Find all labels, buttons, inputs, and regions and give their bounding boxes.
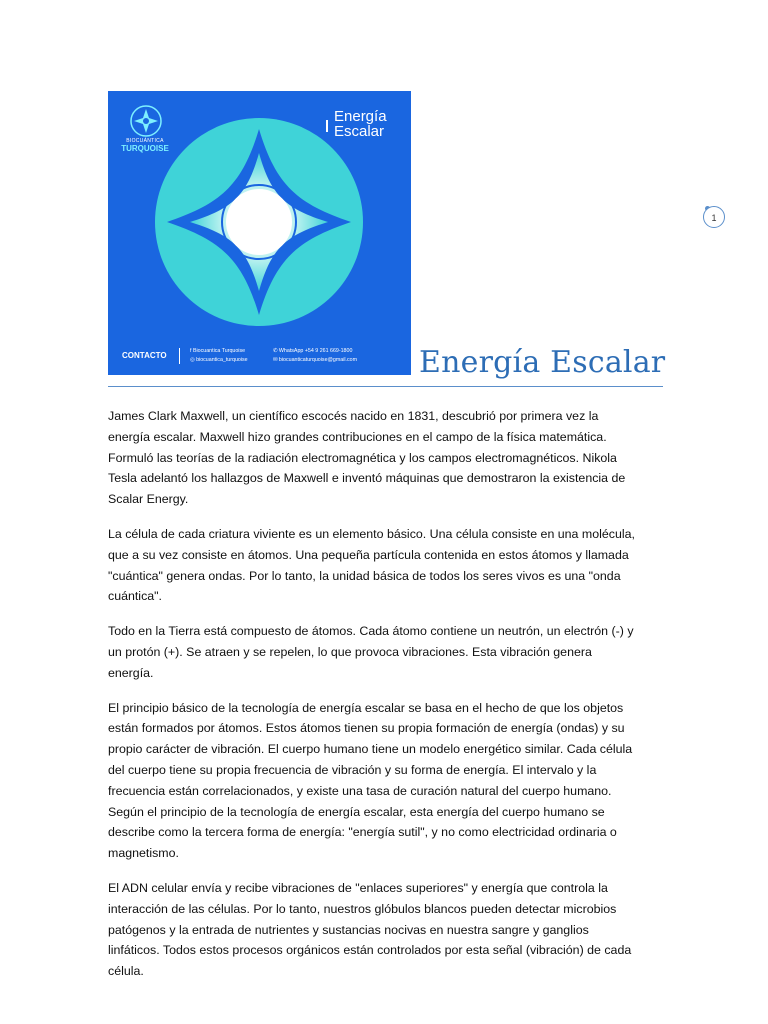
email-contact: ✉ biocuanticaturquoise@gmail.com xyxy=(273,357,358,363)
facebook-contact: f Biocuantica Turquoise xyxy=(190,348,246,354)
page-title: Energía Escalar xyxy=(419,345,666,380)
direct-contacts xyxy=(273,347,357,365)
logo-line1: BIOCUÁNTICA xyxy=(126,138,164,144)
logo-line2: TURQUOISE xyxy=(121,144,169,153)
title-underline xyxy=(108,386,663,387)
paragraph-1: James Clark Maxwell, un científico escocés nacido en 1831, descubrió por primera vez la energía escalar. Maxwell hizo grandes contribuciones en el campo de la física matemática. Formuló las teorías de la radiación electromagnética y los campos electromagnéticos. Nikola Tesla adelantó los hallazgos de Maxwell e inventó máquinas que demostraron la existencia de Scalar Energy. xyxy=(108,409,626,507)
document-body xyxy=(108,406,636,996)
brand-title-line2: Escalar xyxy=(334,123,385,140)
facebook-icon: f xyxy=(190,348,193,354)
instagram-contact: ◎ biocuantica_turquoise xyxy=(190,357,248,363)
center-circle xyxy=(226,189,292,255)
paragraph-5: El ADN celular envía y recibe vibraciones de "enlaces superiores" y energía que controla la interacción de las células. Por lo tanto, nuestros glóbulos blancos pueden detectar microbios patógenos y la entrada de nutrientes y sustancias nocivas en nuestra sangre y ganglios linfáticos. Todos estos procesos orgánicos están controlados por esta señal (vibración) de cada célula. xyxy=(108,880,632,979)
whatsapp-contact: ✆ WhatsApp +54 9 261 669-1800 xyxy=(273,348,353,354)
logo-icon xyxy=(131,106,161,136)
contact-divider xyxy=(179,348,180,364)
logo-text xyxy=(116,138,174,153)
paragraph-4: El principio básico de la tecnología de energía escalar se basa en el hecho de que los objetos están formados por átomos. Estos átomos tienen su propia formación de energía (ondas) y su propio carácter de vibración. El cuerpo humano tiene un modelo energético similar. Cada célula del cuerpo tiene su propia frecuencia de vibración y su forma de energía. El intervalo y la frecuencia están correlacionados, y existe una tasa de curación natural del cuerpo humano. Según el principio de la tecnología de energía escalar, esta energía del cuerpo humano se describe como la tercera forma de energía: "energía sutil", y no como electricidad ordinaria o magnetismo. xyxy=(108,700,633,861)
brand-title-line1: Energía xyxy=(334,108,387,125)
contact-label: CONTACTO xyxy=(122,351,167,360)
instagram-icon: ◎ xyxy=(190,357,197,363)
email-icon: ✉ xyxy=(273,357,279,363)
paragraph-3: Todo en la Tierra está compuesto de átomos. Cada átomo contiene un neutrón, un electrón (-) y un protón (+). Se atraen y se repelen, lo que provoca vibraciones. Esta vibración genera energía. xyxy=(108,624,634,680)
brand-divider xyxy=(326,120,328,132)
social-contacts xyxy=(190,347,248,365)
brand-title xyxy=(334,109,387,139)
energia-escalar-banner xyxy=(108,91,411,375)
comment-marker[interactable]: 1 xyxy=(703,206,725,228)
paragraph-2: La célula de cada criatura viviente es un elemento básico. Una célula consiste en una molécula, que a su vez consiste en átomos. Una pequeña partícula contenida en estos átomos y llamada "cuántica" genera ondas. Por lo tanto, la unidad básica de todos los seres vivos es una "onda cuántica". xyxy=(108,526,635,604)
whatsapp-icon: ✆ xyxy=(273,348,279,354)
